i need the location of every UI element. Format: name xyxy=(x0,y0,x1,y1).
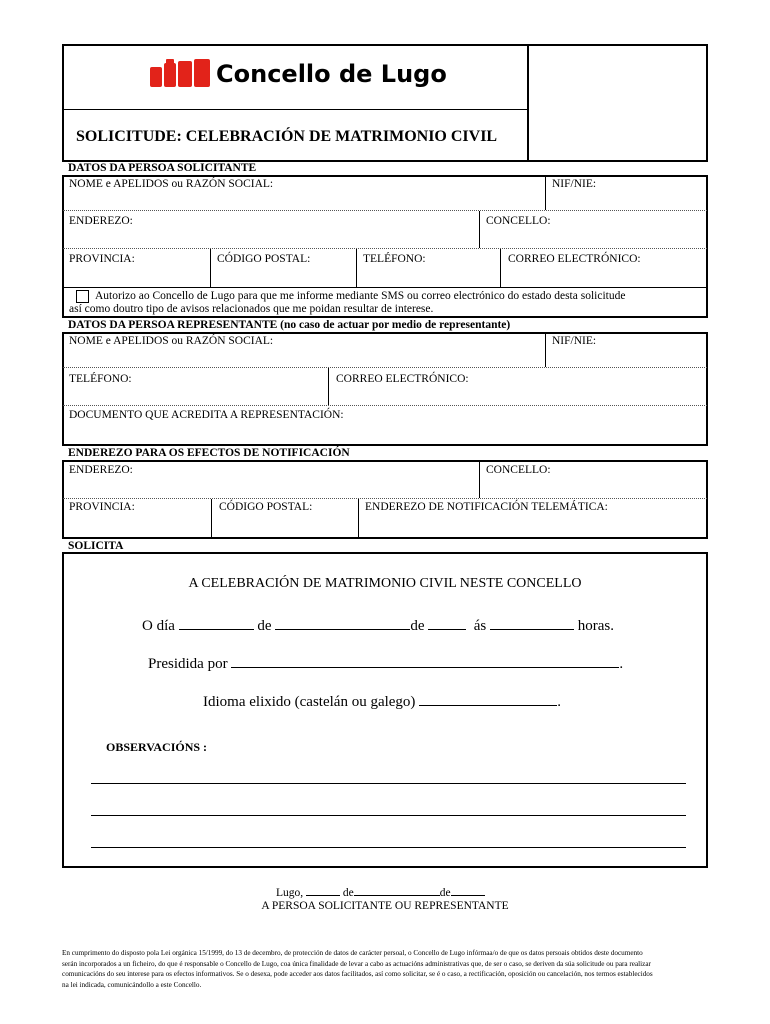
notification-province-field[interactable] xyxy=(68,518,206,532)
month-field[interactable] xyxy=(275,616,410,630)
divider xyxy=(63,498,707,499)
of-label-2: de xyxy=(410,618,425,634)
applicant-council-divider xyxy=(479,211,480,248)
divider xyxy=(328,368,329,405)
signature-year-field[interactable] xyxy=(451,885,485,896)
applicant-address-field[interactable] xyxy=(68,231,473,245)
signature-place: Lugo, xyxy=(276,887,304,899)
notification-address-field[interactable] xyxy=(68,480,473,494)
page-title: SOLICITUDE: CELEBRACIÓN DE MATRIMONIO CIVIL xyxy=(76,128,498,145)
representative-nif-field[interactable] xyxy=(550,351,700,365)
applicant-name-field[interactable] xyxy=(68,194,538,208)
applicant-council-label: CONCELLO: xyxy=(486,215,551,227)
header-divider-horizontal xyxy=(62,109,528,110)
presided-field[interactable] xyxy=(231,654,619,668)
hours-label: horas. xyxy=(577,618,615,634)
request-date-line xyxy=(142,616,614,635)
divider xyxy=(63,210,707,211)
signature-de-1: de xyxy=(342,887,354,899)
legal-footer-line1: En cumprimento do disposto pola Lei orgánica 15/1999, do 13 de decembro, de protección de datos de carácter persoal, o Concello de Lugo infórmaa/o de que os datos persoais obtidos deste documento xyxy=(62,949,643,957)
notification-telematic-field[interactable] xyxy=(363,518,699,532)
request-heading: SOLICITA xyxy=(68,540,124,552)
divider xyxy=(356,249,357,287)
notification-council-field[interactable] xyxy=(484,480,699,494)
presided-end: . xyxy=(619,656,624,672)
divider xyxy=(358,499,359,538)
day-label: O día xyxy=(142,618,175,634)
header-divider-vertical xyxy=(527,44,529,162)
representative-name-field[interactable] xyxy=(68,351,538,365)
applicant-phone-field[interactable] xyxy=(361,269,495,283)
hour-field[interactable] xyxy=(490,616,574,630)
at-label: ás xyxy=(473,618,487,634)
divider xyxy=(211,499,212,538)
applicant-province-label: PROVINCIA: xyxy=(69,253,135,265)
legal-footer xyxy=(62,948,712,990)
representative-email-label: CORREO ELECTRÓNICO: xyxy=(336,373,469,385)
representative-document-field[interactable] xyxy=(68,425,698,439)
signature-date-line xyxy=(276,885,485,900)
applicant-council-field[interactable] xyxy=(484,231,699,245)
notification-heading: ENDEREZO PARA OS EFECTOS DE NOTIFICACIÓN xyxy=(68,447,350,459)
applicant-postal-label: CÓDIGO POSTAL: xyxy=(217,253,311,265)
notification-province-label: PROVINCIA: xyxy=(69,501,135,513)
language-field[interactable] xyxy=(419,692,557,706)
presided-line xyxy=(148,654,623,673)
divider xyxy=(63,287,707,288)
applicant-email-label: CORREO ELECTRÓNICO: xyxy=(508,253,641,265)
language-line xyxy=(203,692,561,711)
observations-line-1[interactable] xyxy=(91,783,686,784)
presided-label: Presidida por xyxy=(148,656,228,672)
observations-line-2[interactable] xyxy=(91,815,686,816)
signature-de-2: de xyxy=(439,887,451,899)
representative-nif-label: NIF/NIE: xyxy=(552,335,597,347)
divider xyxy=(545,333,546,367)
observations-line-3[interactable] xyxy=(91,847,686,848)
of-label: de xyxy=(257,618,272,634)
applicant-nif-divider xyxy=(545,176,546,210)
divider xyxy=(63,367,707,368)
concello-logo-icon xyxy=(150,57,212,89)
divider xyxy=(63,405,707,406)
notification-address-label: ENDEREZO: xyxy=(69,464,133,476)
divider xyxy=(479,461,480,498)
year-field[interactable] xyxy=(428,616,466,630)
observations-label: OBSERVACIÓNS : xyxy=(106,740,208,754)
day-field[interactable] xyxy=(179,616,254,630)
consent-checkbox[interactable] xyxy=(76,290,89,303)
applicant-heading: DATOS DA PERSOA SOLICITANTE xyxy=(68,162,257,174)
applicant-address-label: ENDEREZO: xyxy=(69,215,133,227)
applicant-postal-field[interactable] xyxy=(215,269,351,283)
representative-email-field[interactable] xyxy=(334,389,699,403)
divider xyxy=(500,249,501,287)
language-label: Idioma elixido (castelán ou galego) xyxy=(203,694,416,710)
divider xyxy=(63,248,707,249)
notification-postal-label: CÓDIGO POSTAL: xyxy=(219,501,313,513)
applicant-province-field[interactable] xyxy=(68,269,204,283)
representative-document-label: DOCUMENTO QUE ACREDITA A REPRESENTACIÓN: xyxy=(69,409,344,421)
applicant-email-field[interactable] xyxy=(506,269,701,283)
consent-text-line2: así como doutro tipo de avisos relacionados que me poidan resultar de interese. xyxy=(69,303,434,315)
org-name: Concello de Lugo xyxy=(216,60,447,88)
applicant-name-label: NOME e APELIDOS ou RAZÓN SOCIAL: xyxy=(69,178,274,190)
signature-day-field[interactable] xyxy=(306,885,340,896)
representative-heading: DATOS DA PERSOA REPRESENTANTE (no caso de actuar por medio de representante) xyxy=(68,319,511,331)
notification-telematic-label: ENDEREZO DE NOTIFICACIÓN TELEMÁTICA: xyxy=(365,501,608,513)
signature-month-field[interactable] xyxy=(354,885,440,896)
notification-council-label: CONCELLO: xyxy=(486,464,551,476)
applicant-phone-label: TELÉFONO: xyxy=(363,253,426,265)
representative-name-label: NOME e APELIDOS ou RAZÓN SOCIAL: xyxy=(69,335,274,347)
signature-signer: A PERSOA SOLICITANTE OU REPRESENTANTE xyxy=(261,900,509,912)
representative-phone-field[interactable] xyxy=(68,389,323,403)
applicant-nif-label: NIF/NIE: xyxy=(552,178,597,190)
divider xyxy=(210,249,211,287)
consent-text-line1: Autorizo ao Concello de Lugo para que me informe mediante SMS ou correo electrónico do estado desta solicitude xyxy=(95,290,626,302)
applicant-nif-field[interactable] xyxy=(550,194,700,208)
language-end: . xyxy=(557,694,561,710)
legal-footer-line3: comunicacións do seu interese para os efectos informativos. Se o desexa, pode acceder aos datos facilitados, así como solicitar, se é o caso, a rectificación, oposición ou cancelación, nos termos establecidos xyxy=(62,970,653,978)
legal-footer-line2: serán incorporados a un ficheiro, do que é responsable o Concello de Lugo, coa única finalidade de levar a cabo as actuacións administrativas que, de ser o caso, se deriven da súa solicitude ou para realizar xyxy=(62,959,651,968)
request-main-text: A CELEBRACIÓN DE MATRIMONIO CIVIL NESTE CONCELLO xyxy=(188,576,582,591)
representative-phone-label: TELÉFONO: xyxy=(69,373,132,385)
legal-footer-line4: na lei indicada, comunicándollo a este Concello. xyxy=(62,980,202,989)
notification-postal-field[interactable] xyxy=(217,518,353,532)
